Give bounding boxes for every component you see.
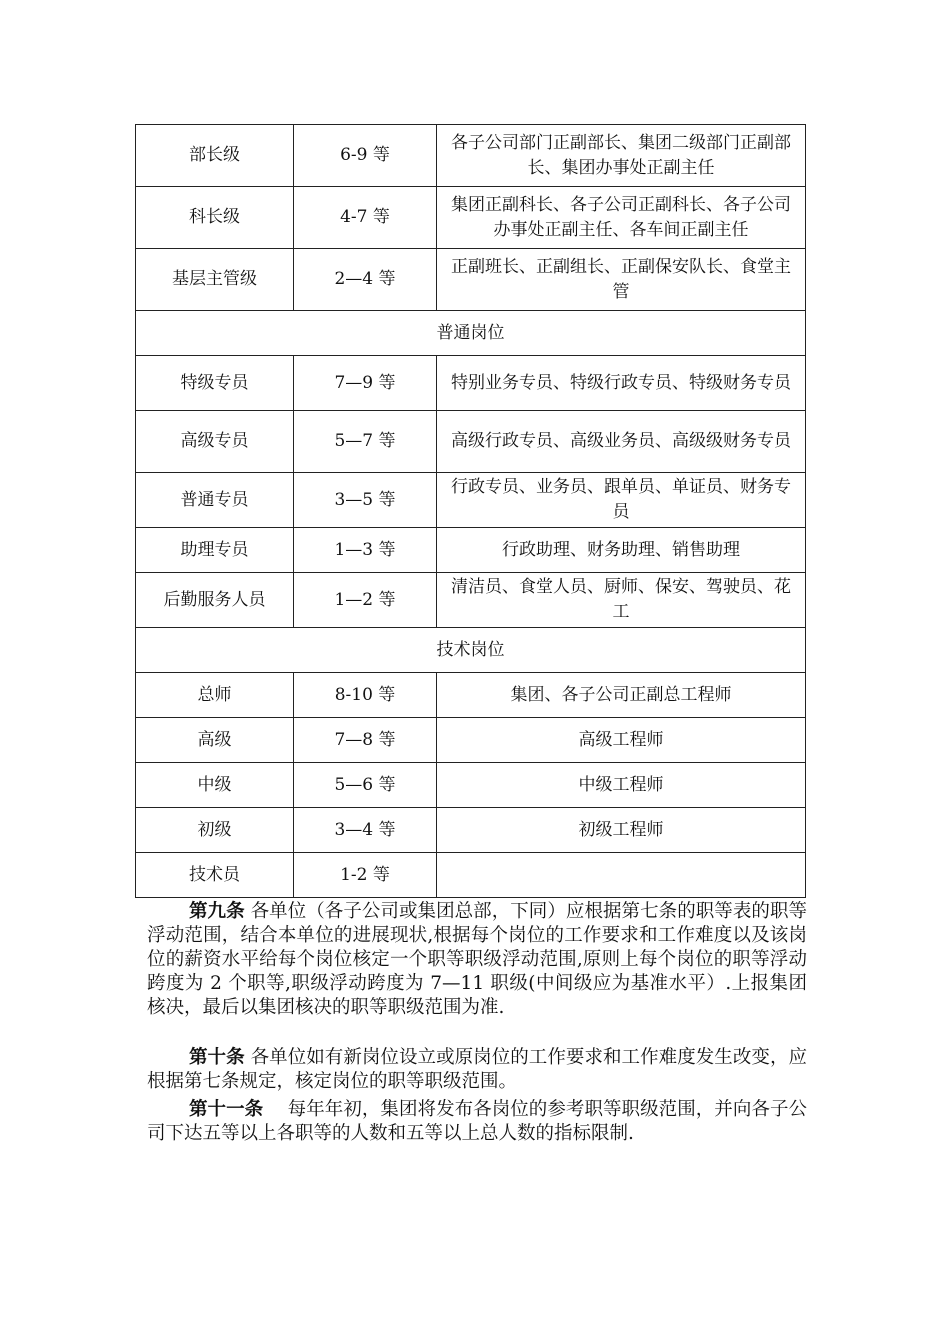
table-row xyxy=(136,853,806,898)
applicable-positions: 正副班长、正副组长、正副保安队长、食堂主管 xyxy=(437,249,806,311)
table-row xyxy=(136,249,806,311)
article-text: 各单位（各子公司或集团总部，下同）应根据第七条的职等表的职等浮动范围，结合本单位的进展现状,根据每个岗位的工作要求和工作难度以及该岗位的薪资水平给每个岗位核定一个职等职级浮动范围,原则上每个岗位的职等浮动跨度为 2 个职等,职级浮动跨度为 7—11 职级(中间级应为基准水平）.上报集团核决，最后以集团核决的职等职级范围为准. xyxy=(147,901,807,1018)
grade-range: 7—8 等 xyxy=(294,718,437,763)
table-row xyxy=(136,125,806,187)
section-header-row xyxy=(136,311,806,356)
position-level: 高级专员 xyxy=(136,411,294,473)
applicable-positions: 各子公司部门正副部长、集团二级部门正副部长、集团办事处正副主任 xyxy=(437,125,806,187)
table-row xyxy=(136,411,806,473)
section-title: 普通岗位 xyxy=(136,311,806,356)
section-header-row xyxy=(136,628,806,673)
position-level: 总师 xyxy=(136,673,294,718)
table-row xyxy=(136,473,806,528)
table-row xyxy=(136,808,806,853)
grade-range: 6-9 等 xyxy=(294,125,437,187)
applicable-positions: 清洁员、食堂人员、厨师、保安、驾驶员、花工 xyxy=(437,573,806,628)
grade-table xyxy=(135,124,806,898)
article-text: 各单位如有新岗位设立或原岗位的工作要求和工作难度发生改变，应根据第七条规定，核定岗位的职等职级范围。 xyxy=(147,1047,807,1092)
table-row xyxy=(136,718,806,763)
position-level: 中级 xyxy=(136,763,294,808)
grade-range: 3—5 等 xyxy=(294,473,437,528)
section-title: 技术岗位 xyxy=(136,628,806,673)
grade-range: 5—7 等 xyxy=(294,411,437,473)
applicable-positions: 特别业务专员、特级行政专员、特级财务专员 xyxy=(437,356,806,411)
article-9 xyxy=(147,900,807,1020)
grade-range: 3—4 等 xyxy=(294,808,437,853)
position-level: 普通专员 xyxy=(136,473,294,528)
position-level: 后勤服务人员 xyxy=(136,573,294,628)
grade-range: 2—4 等 xyxy=(294,249,437,311)
applicable-positions: 高级工程师 xyxy=(437,718,806,763)
applicable-positions: 中级工程师 xyxy=(437,763,806,808)
article-label: 第九条 xyxy=(189,901,245,922)
position-level: 特级专员 xyxy=(136,356,294,411)
table-row xyxy=(136,528,806,573)
grade-range: 7—9 等 xyxy=(294,356,437,411)
article-11 xyxy=(147,1098,807,1146)
position-level: 基层主管级 xyxy=(136,249,294,311)
position-level: 科长级 xyxy=(136,187,294,249)
article-10 xyxy=(147,1046,807,1094)
applicable-positions: 初级工程师 xyxy=(437,808,806,853)
article-label: 第十条 xyxy=(189,1047,245,1068)
grade-range: 1—3 等 xyxy=(294,528,437,573)
position-level: 技术员 xyxy=(136,853,294,898)
applicable-positions xyxy=(437,853,806,898)
grade-range: 8-10 等 xyxy=(294,673,437,718)
table-row xyxy=(136,763,806,808)
applicable-positions: 行政专员、业务员、跟单员、单证员、财务专员 xyxy=(437,473,806,528)
grade-range: 4-7 等 xyxy=(294,187,437,249)
applicable-positions: 行政助理、财务助理、销售助理 xyxy=(437,528,806,573)
position-level: 部长级 xyxy=(136,125,294,187)
article-text: 每年年初，集团将发布各岗位的参考职等职级范围，并向各子公司下达五等以上各职等的人数和五等以上总人数的指标限制. xyxy=(147,1099,807,1144)
grade-range: 1-2 等 xyxy=(294,853,437,898)
grade-range: 1—2 等 xyxy=(294,573,437,628)
applicable-positions: 集团正副科长、各子公司正副科长、各子公司办事处正副主任、各车间正副主任 xyxy=(437,187,806,249)
position-level: 初级 xyxy=(136,808,294,853)
position-level: 助理专员 xyxy=(136,528,294,573)
table-row xyxy=(136,573,806,628)
position-level: 高级 xyxy=(136,718,294,763)
applicable-positions: 高级行政专员、高级业务员、高级级财务专员 xyxy=(437,411,806,473)
grade-range: 5—6 等 xyxy=(294,763,437,808)
article-label: 第十一条 xyxy=(189,1099,264,1120)
applicable-positions: 集团、各子公司正副总工程师 xyxy=(437,673,806,718)
table-row xyxy=(136,356,806,411)
table-row xyxy=(136,187,806,249)
table-row xyxy=(136,673,806,718)
grade-table-body xyxy=(136,125,806,898)
